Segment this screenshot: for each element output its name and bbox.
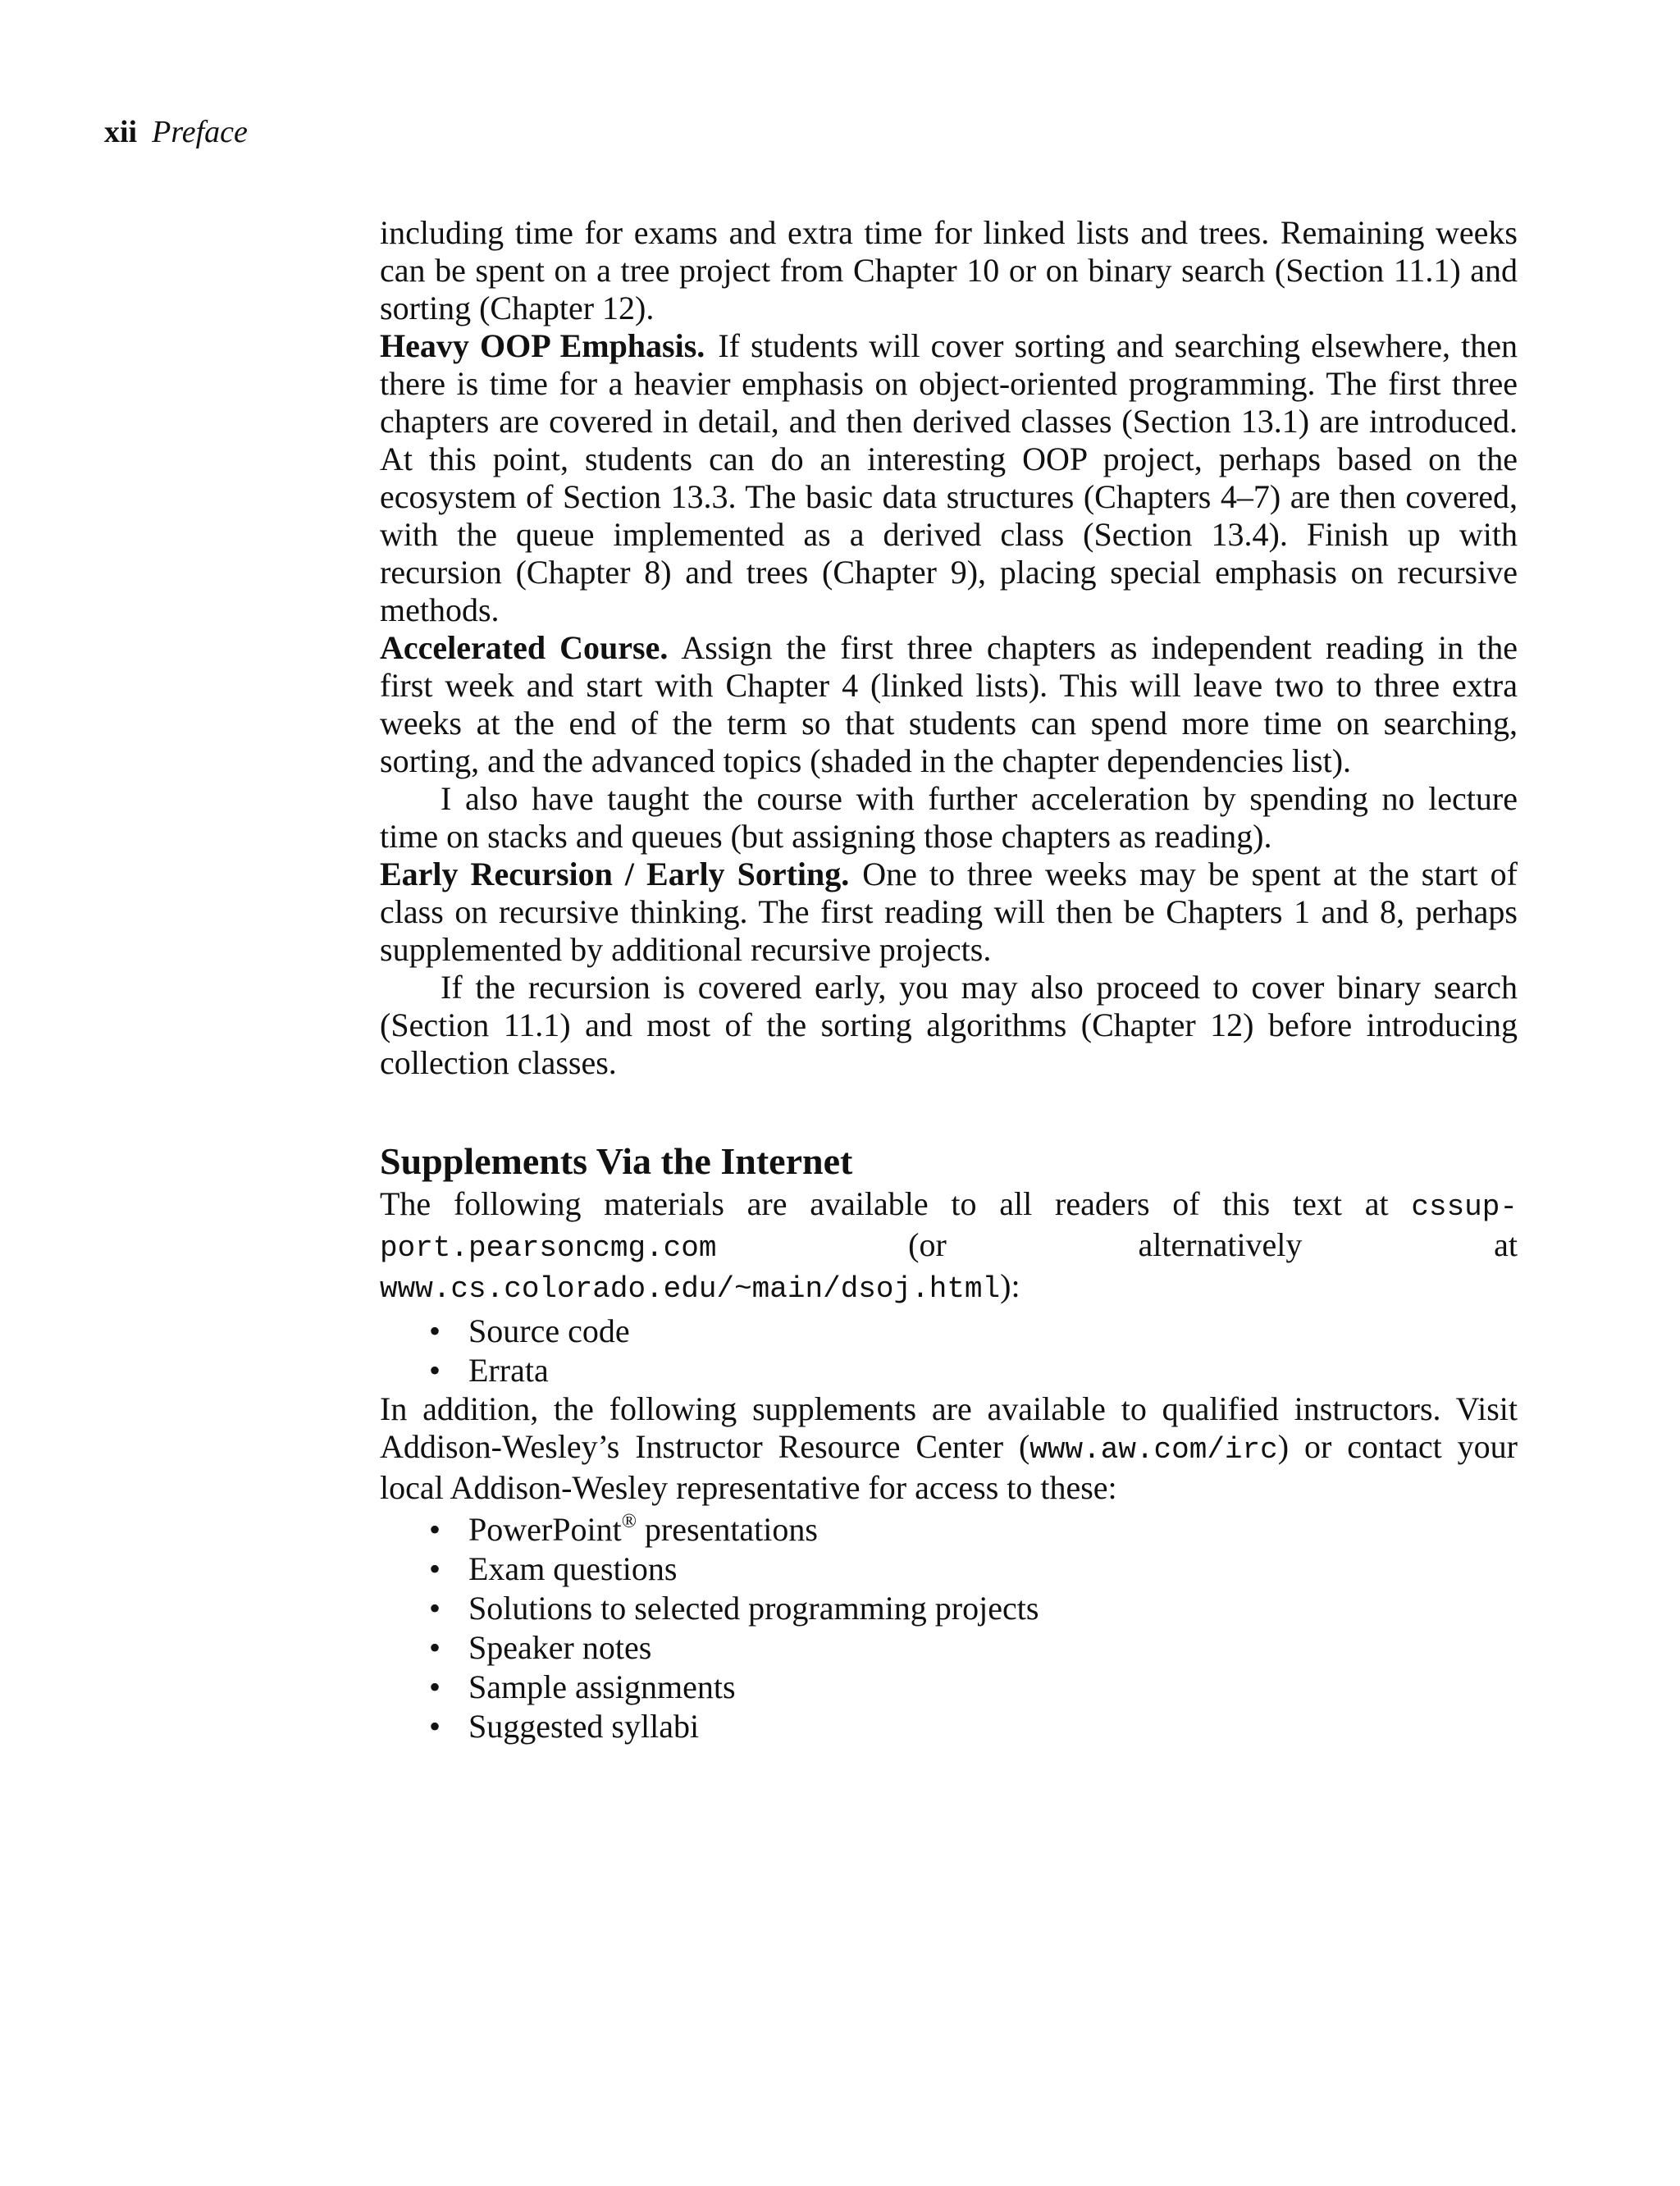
- bullet-icon: •: [429, 1511, 441, 1548]
- list-item-text: PowerPoint: [468, 1511, 622, 1548]
- supplements-intro-end: ):: [1000, 1267, 1020, 1304]
- instructor-text: In addition, the following supplements are available to qualified instructors. Visit Addison-Wesley’s Instructor Resource Center (: [380, 1390, 1518, 1465]
- accelerated-body: Assign the first three chapters as independent reading in the first week and start with Chapter 4 (linked lists). This will leave two to three extra weeks at the end of the term so that students can spend more time on searching, sorting, and the advanced topics (shaded in the chapter dependencies list).: [380, 629, 1518, 779]
- list-item-text: Sample assignments: [468, 1668, 736, 1705]
- bullet-icon: •: [429, 1550, 441, 1587]
- alternate-url: www.cs.colorado.edu/~main/dsoj.html: [380, 1272, 1001, 1306]
- bullet-icon: •: [429, 1668, 441, 1705]
- early-recursion-title: Early Recursion / Early Sorting.: [380, 856, 850, 892]
- supplements-intro: [380, 1185, 1518, 1308]
- section-heading: Supplements Via the Internet: [380, 1140, 853, 1182]
- list-item: [380, 1549, 1518, 1589]
- heavy-oop-body: If students will cover sorting and searching elsewhere, then there is time for a heavier emphasis on object-oriented programming. The first three chapters are covered in detail, and then derived classes (Section 13.1) are introduced. At this point, students can do an interesting OOP project, perhaps based on the ecosystem of Section 13.3. The basic data structures (Chapters 4–7) are then covered, with the queue implemented as a derived class (Section 13.4). Finish up with recursion (Chapter 8) and trees (Chapter 9), placing special emphasis on recursive methods.: [380, 327, 1518, 628]
- early-recursion-body: One to three weeks may be spent at the start of class on recursive thinking. The first reading will then be Chapters 1 and 8, perhaps supplemented by additional recursive projects.: [380, 856, 1518, 968]
- support-url: cssupport.pearsoncmg.com: [380, 1190, 1518, 1265]
- instructor-materials-list: [380, 1510, 1518, 1746]
- reader-materials-list: [380, 1312, 1518, 1390]
- page-number: xii: [104, 115, 138, 149]
- list-item: [380, 1510, 1518, 1549]
- accelerated-paragraph: [380, 629, 1518, 780]
- list-item: [380, 1351, 1518, 1390]
- early-recursion-paragraph: [380, 856, 1518, 969]
- list-item-text: Solutions to selected programming projects: [468, 1590, 1039, 1627]
- bullet-icon: •: [429, 1590, 441, 1627]
- heavy-oop-title: Heavy OOP Emphasis.: [380, 327, 705, 364]
- instructor-supplements-paragraph: [380, 1390, 1518, 1507]
- running-head: [104, 113, 248, 151]
- bullet-icon: •: [429, 1629, 441, 1666]
- heavy-oop-paragraph: [380, 327, 1518, 629]
- list-item-text: Exam questions: [468, 1550, 678, 1587]
- early-recursion-paragraph-2: If the recursion is covered early, you may also proceed to cover binary search (Section 11.1) and most of the sorting algorithms (Chapter 12) before introducing collection classes.: [380, 969, 1518, 1081]
- instructor-text-end: ) or contact your local Addison-Wesley representative for access to these:: [380, 1428, 1518, 1506]
- supplements-intro-mid: (or alternatively at: [716, 1226, 1518, 1263]
- bullet-icon: •: [429, 1352, 441, 1389]
- bullet-icon: •: [429, 1708, 441, 1745]
- accelerated-title: Accelerated Course.: [380, 629, 669, 666]
- registered-mark: ®: [621, 1511, 637, 1532]
- irc-url: www.aw.com/irc: [1029, 1433, 1278, 1467]
- continued-paragraph: including time for exams and extra time for linked lists and trees. Remaining weeks can be spent on a tree project from Chapter 10 or on binary search (Section 11.1) and sorting (Chapter 12).: [380, 214, 1518, 326]
- list-item: [380, 1589, 1518, 1628]
- supplements-intro-text: The following materials are available to all readers of this text at: [380, 1185, 1412, 1222]
- list-item-text: Errata: [468, 1352, 549, 1389]
- bullet-icon: •: [429, 1312, 441, 1349]
- list-item: [380, 1707, 1518, 1746]
- page-body: [380, 214, 1518, 1746]
- running-head-section: Preface: [152, 115, 248, 149]
- list-item: [380, 1312, 1518, 1351]
- list-item-text: Suggested syllabi: [468, 1708, 700, 1745]
- list-item-text: presentations: [636, 1511, 818, 1548]
- list-item: [380, 1668, 1518, 1707]
- list-item: [380, 1628, 1518, 1668]
- list-item-text: Source code: [468, 1312, 630, 1349]
- accelerated-paragraph-2: I also have taught the course with further acceleration by spending no lecture time on stacks and queues (but assigning those chapters as reading).: [380, 780, 1518, 855]
- list-item-text: Speaker notes: [468, 1629, 652, 1666]
